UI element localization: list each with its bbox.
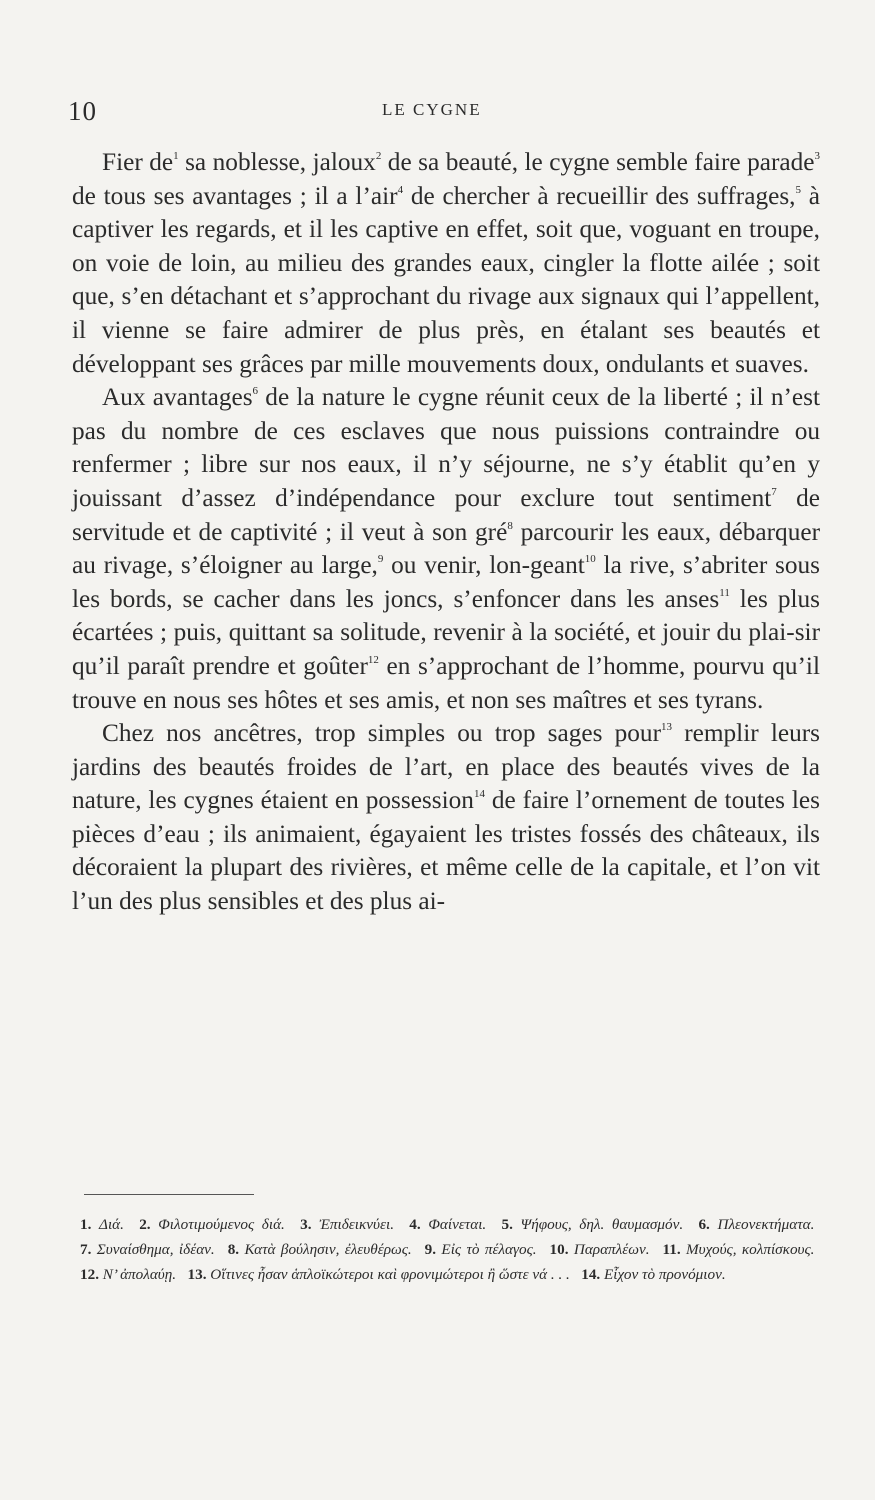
footnote xyxy=(501,1216,683,1233)
footnote-divider xyxy=(84,1194,254,1195)
footnote-text: Φιλοτιμούμενος διά. xyxy=(158,1216,285,1233)
footnote xyxy=(581,1266,725,1283)
footnote-number: 7. xyxy=(80,1241,92,1258)
footnote-ref: 6 xyxy=(252,385,259,398)
footnote-ref: 2 xyxy=(375,150,382,162)
footnote xyxy=(662,1241,814,1258)
text-run: Chez nos ancêtres, trop simples ou trop sages pour xyxy=(102,719,662,748)
text-run: parcourir les eaux, débarquer au rivage, s’éloigner au large, xyxy=(72,517,820,580)
footnote xyxy=(80,1266,176,1283)
text-run: de tous ses avantages ; il a l’air xyxy=(72,181,398,210)
footnote-ref: 14 xyxy=(473,788,485,801)
footnote-number: 5. xyxy=(501,1216,513,1233)
footnote xyxy=(80,1216,124,1233)
footnote-number: 3. xyxy=(300,1216,312,1233)
footnote-ref: 12 xyxy=(367,653,379,666)
text-run: en s’approchant de l’homme, pourvu qu’il trouve en nous ses hôtes et ses amis, et non ses maîtres et ses tyrans. xyxy=(72,651,820,714)
footnote-number: 6. xyxy=(698,1216,710,1233)
footnote-number: 13. xyxy=(187,1266,207,1283)
footnote xyxy=(550,1241,650,1258)
text-run: remplir leurs jardins des beautés froides de l’art, en place des beautés vives de la nature, les cygnes étaient en possession xyxy=(72,719,821,815)
text-run: ou venir, lon-geant xyxy=(383,551,585,580)
footnote-text: Οἵτινες ἦσαν ἁπλοϊκώτεροι καὶ φρονιμώτεροι ἢ ὥστε νά . . . xyxy=(210,1266,570,1283)
page-number: 10 xyxy=(68,96,97,126)
footnote-text: Ψήφους, δηλ. θαυμασμόν. xyxy=(520,1216,684,1233)
footnote-ref: 4 xyxy=(397,183,404,196)
body-text xyxy=(72,146,820,919)
footnote xyxy=(698,1216,814,1233)
text-run: la rive, s’abriter sous les bords, se cacher dans les joncs, s’enfoncer dans les anses xyxy=(72,551,820,613)
footnote-number: 2. xyxy=(139,1216,151,1233)
footnote-text: Διά. xyxy=(99,1216,124,1233)
footnote-number: 8. xyxy=(227,1241,240,1258)
paragraph xyxy=(72,717,820,919)
footnote-ref: 3 xyxy=(814,150,820,162)
footnote-number: 4. xyxy=(409,1216,421,1233)
footnotes xyxy=(80,1212,822,1287)
footnote xyxy=(80,1241,215,1258)
footnote xyxy=(228,1241,412,1258)
text-run: de la nature le cygne réunit ceux de la liberté ; il n’est pas du nombre de ces esclaves que nous puissions contraindre ou renfermer ; libre sur nos eaux, il n’y séjourne, ne s’y établit qu’en y jouissant d’assez d’indépendance pour exclure tout sentiment xyxy=(72,383,820,512)
running-title: LE CYGNE xyxy=(382,100,482,119)
footnote-text: Πλεονεκτήματα. xyxy=(717,1216,815,1233)
footnote xyxy=(139,1216,285,1233)
footnote-ref: 5 xyxy=(795,183,801,196)
text-run: de chercher à recueillir des suffrages, xyxy=(403,181,796,210)
footnote-number: 14. xyxy=(581,1266,601,1283)
footnote xyxy=(409,1216,486,1233)
text-run: les plus écartées ; puis, quittant sa solitude, revenir à la société, et jouir du plai-sir qu’il paraît prendre et goûter xyxy=(72,584,821,680)
text-run: de faire l’ornement de toutes les pièces d’eau ; ils animaient, égayaient les tristes fossés des châteaux, ils décoraient la plupart des rivières, et même celle de la capitale, et l’on vit l’un des plus sensibles et des plus ai- xyxy=(72,786,820,916)
footnote-text: Φαίνεται. xyxy=(428,1216,487,1233)
footnote-text: Παραπλέων. xyxy=(573,1241,650,1258)
paragraph xyxy=(72,381,820,717)
footnote-text: Ἐπιδεικνύει. xyxy=(319,1216,395,1233)
footnote xyxy=(300,1216,394,1233)
footnote-ref: 8 xyxy=(507,519,513,532)
footnote-number: 11. xyxy=(662,1241,681,1258)
footnote-ref: 11 xyxy=(719,586,730,599)
footnote-text: Εἶχον τὸ προνόμιον. xyxy=(604,1266,726,1283)
footnote-number: 9. xyxy=(424,1241,437,1258)
footnote-ref: 1 xyxy=(173,150,179,162)
footnote-text: Ν’ ἀπολαύῃ. xyxy=(102,1266,177,1283)
footnote-ref: 10 xyxy=(584,553,596,566)
footnote-ref: 7 xyxy=(771,485,777,498)
footnote-text: Κατὰ βούλησιν, ἐλευθέρως. xyxy=(244,1241,412,1258)
text-run: Fier de xyxy=(102,148,174,176)
footnote-text: Εἰς τὸ πέλαγος. xyxy=(441,1241,537,1258)
text-run: de sa beauté, le cygne semble faire parade xyxy=(381,148,815,176)
footnote xyxy=(188,1266,570,1283)
footnote-text: Μυχούς, κολπίσκους. xyxy=(686,1241,815,1258)
footnote-ref: 13 xyxy=(661,721,673,734)
text-run: Aux avantages xyxy=(102,383,253,412)
footnote-text: Συναίσθημα, ἰδέαν. xyxy=(96,1241,215,1258)
text-run: à captiver les regards, et il les captive en effet, soit que, voguant en troupe, on voie de loin, au milieu des grandes eaux, cingler la flotte ailée ; soit que, s’en détachant et s’approchant du rivage aux signaux qui l’appellent, il vienne se faire admirer de plus près, en étalant ses beautés et développant ses grâces par mille mouvements doux, ondulants et suaves. xyxy=(72,181,821,378)
footnote-number: 1. xyxy=(80,1216,92,1233)
text-run: sa noblesse, jaloux xyxy=(178,148,376,176)
paragraph xyxy=(72,146,820,381)
footnote-number: 10. xyxy=(549,1241,569,1258)
footnote-ref: 9 xyxy=(377,553,384,566)
text-run: de servitude et de captivité ; il veut à son gré xyxy=(72,483,821,546)
footnote xyxy=(425,1241,537,1258)
footnote-number: 12. xyxy=(80,1266,99,1283)
